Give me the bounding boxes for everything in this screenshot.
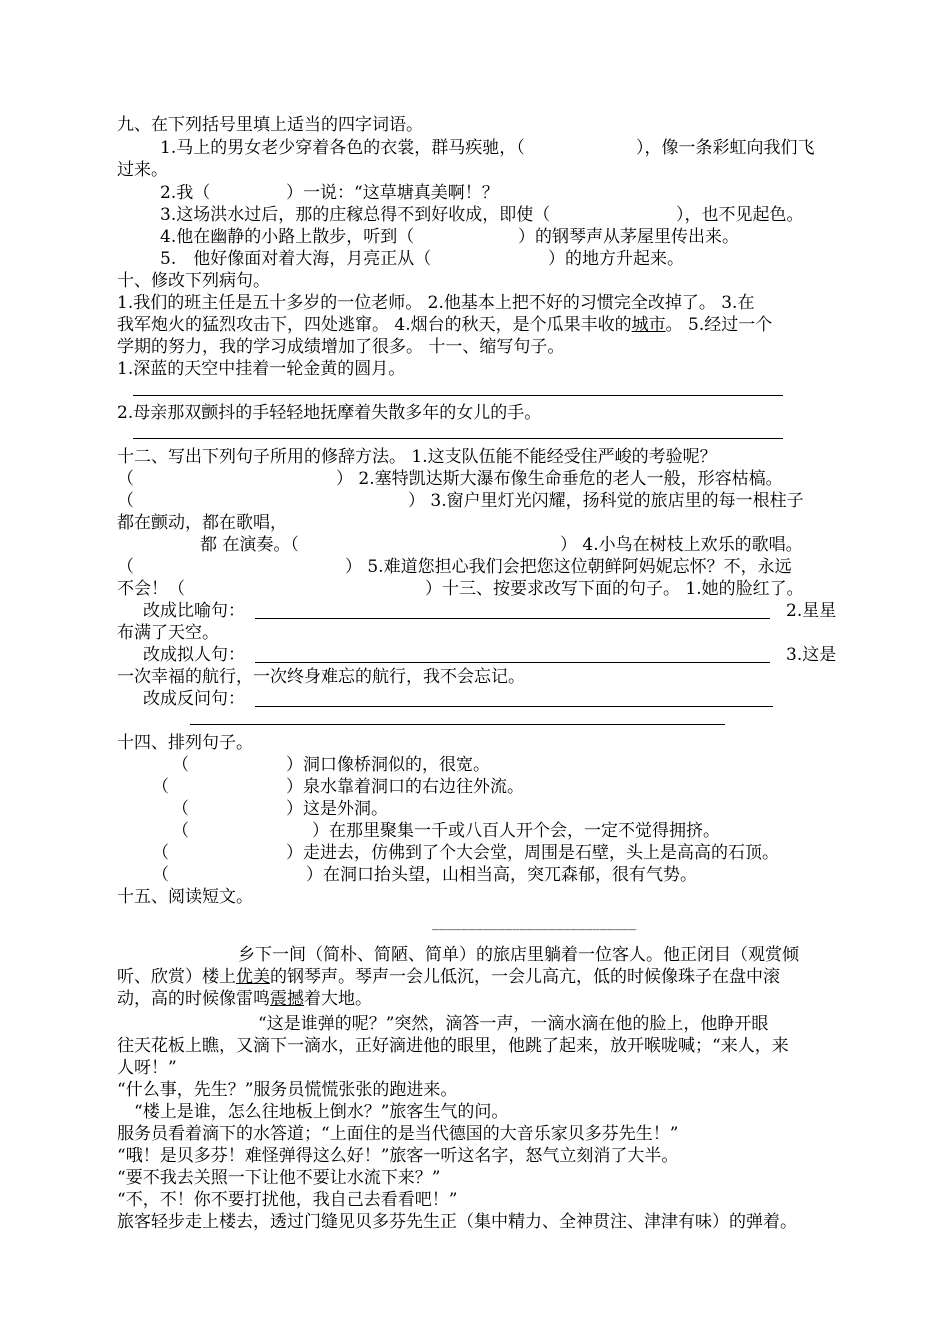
s9-q1-part1: 1.马上的男女老少穿着各色的衣裳，群马疾驰，（ xyxy=(160,138,525,158)
section-9-title: 九、在下列括号里填上适当的四字词语。 xyxy=(117,115,423,135)
passage-line-12: “不，不！你不要打扰他，我自己去看看吧！” xyxy=(117,1190,458,1210)
order-item-4: ）在那里聚集一千或八百人开个会，一定不觉得拥挤。 xyxy=(312,821,720,841)
s10-line3: 学期的努力，我的学习成绩增加了很多。 十一、缩写句子。 xyxy=(117,337,565,357)
order-item-5: ）走进去，仿佛到了个大会堂，周围是石壁，头上是高高的石顶。 xyxy=(286,843,779,863)
passage-text: 着大地。 xyxy=(304,989,372,1009)
s13-q2-start: 2.星星 xyxy=(786,601,837,621)
answer-line xyxy=(255,618,770,619)
order-paren: （ xyxy=(152,865,169,885)
rewrite-simile-label: 改成比喻句： xyxy=(143,601,245,621)
passage-line-7: “什么事，先生？”服务员慌慌张张的跑进来。 xyxy=(117,1080,458,1100)
s9-q4-part1: 4.他在幽静的小路上散步，听到（ xyxy=(160,227,415,247)
answer-line xyxy=(133,438,783,439)
passage-line-10: “哦！是贝多芬！难怪弹得这么好！”旅客一听这名字，怒气立刻消了大半。 xyxy=(117,1146,679,1166)
order-paren: （ xyxy=(172,755,189,775)
s9-q4-part2: ）的钢琴声从茅屋里传出来。 xyxy=(518,227,739,247)
s9-q2-part1: 2.我（ xyxy=(160,183,211,203)
s12-line2: ） 2.塞特凯达斯大瀑布像生命垂危的老人一般，形容枯槁。 xyxy=(336,469,783,489)
answer-line xyxy=(255,662,770,663)
s12-l3-open: （ xyxy=(117,491,134,511)
s9-q3-part2: ），也不见起色。 xyxy=(676,205,804,225)
s12-line5: ） 4.小鸟在树枝上欢乐的歌唱。 xyxy=(560,535,803,555)
passage-text: 听、欣赏）楼上 xyxy=(117,967,236,987)
s12-line1: 十二、写出下列句子所用的修辞方法。 1.这支队伍能不能经受住严峻的考验呢？ xyxy=(117,447,717,467)
s12-line4: 都在颤动，都在歌唱， xyxy=(117,513,287,533)
s12-l6-open: （ xyxy=(117,557,134,577)
passage-text: 的钢琴声。琴声一会儿低沉，一会儿高亢，低的时候像珠子在盘中滚 xyxy=(270,967,780,987)
passage-title-blank: ____________________________ xyxy=(432,915,637,931)
section-14-title: 十四、排列句子。 xyxy=(117,733,253,753)
s10-line1: 1.我们的班主任是五十多岁的一位老师。 2.他基本上把不好的习惯完全改掉了。 3.在 xyxy=(117,293,755,313)
order-item-6: ）在洞口抬头望，山相当高，突兀森郁，很有气势。 xyxy=(306,865,697,885)
section-15-title: 十五、阅读短文。 xyxy=(117,887,253,907)
passage-line-5: 往天花板上瞧，又滴下一滴水，正好滴进他的眼里，他跳了起来，放开喉咙喊；“来人，来 xyxy=(117,1036,789,1056)
passage-line-8: “楼上是谁，怎么往地板上倒水？”旅客生气的问。 xyxy=(134,1102,509,1122)
order-paren: （ xyxy=(172,799,189,819)
answer-line xyxy=(190,724,725,725)
s11-q2: 2.母亲那双颤抖的手轻轻地抚摩着失散多年的女儿的手。 xyxy=(117,403,542,423)
passage-line-4: “这是谁弹的呢？”突然，滴答一声，一滴水滴在他的脸上，他睁开眼 xyxy=(258,1014,769,1034)
s9-q2-part2: ）一说：“这草塘真美啊！？ xyxy=(286,183,499,203)
order-paren: （ xyxy=(152,843,169,863)
order-paren: （ xyxy=(172,821,189,841)
underlined-word: 震撼 xyxy=(270,989,304,1009)
s12-line7: ）十三、按要求改写下面的句子。 1.她的脸红了。 xyxy=(425,579,804,599)
rewrite-rhetorical-label: 改成反问句： xyxy=(143,689,245,709)
passage-line-2 xyxy=(117,966,780,988)
answer-line xyxy=(133,395,783,396)
passage-line-6: 人呀！” xyxy=(117,1058,177,1078)
s9-q1-part2: ），像一条彩虹向我们飞 xyxy=(636,138,815,158)
order-item-3: ）这是外洞。 xyxy=(286,799,388,819)
order-item-1: ）洞口像桥洞似的，很宽。 xyxy=(286,755,490,775)
passage-line-1: 乡下一间（简朴、简陋、简单）的旅店里躺着一位客人。他正闭目（观赏倾 xyxy=(238,945,799,965)
underlined-word: 优美 xyxy=(236,967,270,987)
s9-q3-part1: 3.这场洪水过后，那的庄稼总得不到好收成，即使（ xyxy=(160,205,551,225)
s9-q1-part3: 过来。 xyxy=(117,160,168,180)
rewrite-personify-label: 改成拟人句： xyxy=(143,645,245,665)
s13-q3-rest: 一次幸福的航行，一次终身难忘的航行，我不会忘记。 xyxy=(117,667,525,687)
s10-line2-text1: 我军炮火的猛烈攻击下，四处逃窜。 4.烟台的秋天，是个瓜果丰收的 xyxy=(117,315,632,335)
s12-line6: ） 5.难道您担心我们会把您这位朝鲜阿妈妮忘怀？不，永远 xyxy=(345,557,792,577)
s9-q5-part1: 5. 他好像面对着大海，月亮正从（ xyxy=(160,249,432,269)
s12-l5-text: 都 在演奏。（ xyxy=(200,535,299,555)
passage-line-13: 旅客轻步走上楼去，透过门缝见贝多芬先生正（集中精力、全神贯注、津津有味）的弹着。 xyxy=(117,1212,797,1232)
answer-line xyxy=(255,706,773,707)
passage-line-11: “要不我去关照一下让他不要让水流下来？” xyxy=(117,1168,441,1188)
passage-line-3 xyxy=(117,988,372,1010)
s12-l2-open: （ xyxy=(117,469,134,489)
s10-line2-text2: 。 5.经过一个 xyxy=(665,315,773,335)
section-10-title: 十、修改下列病句。 xyxy=(117,271,270,291)
s13-q3-start: 3.这是 xyxy=(786,645,837,665)
s10-underlined-word: 城市 xyxy=(631,315,666,335)
passage-text: 动，高的时候像雷鸣 xyxy=(117,989,270,1009)
s12-line3: ） 3.窗户里灯光闪耀，扬科觉的旅店里的每一根柱子 xyxy=(408,491,804,511)
s9-q5-part2: ）的地方升起来。 xyxy=(548,249,684,269)
order-paren: （ xyxy=(152,777,169,797)
s11-q1: 1.深蓝的天空中挂着一轮金黄的圆月。 xyxy=(117,359,406,379)
s10-line2 xyxy=(117,314,772,336)
s13-q2-rest: 布满了天空。 xyxy=(117,623,219,643)
passage-line-9: 服务员看着滴下的水答道；“上面住的是当代德国的大音乐家贝多芬先生！” xyxy=(117,1124,679,1144)
s12-l7-text: 不会！（ xyxy=(117,579,185,599)
order-item-2: ）泉水靠着洞口的右边往外流。 xyxy=(286,777,524,797)
